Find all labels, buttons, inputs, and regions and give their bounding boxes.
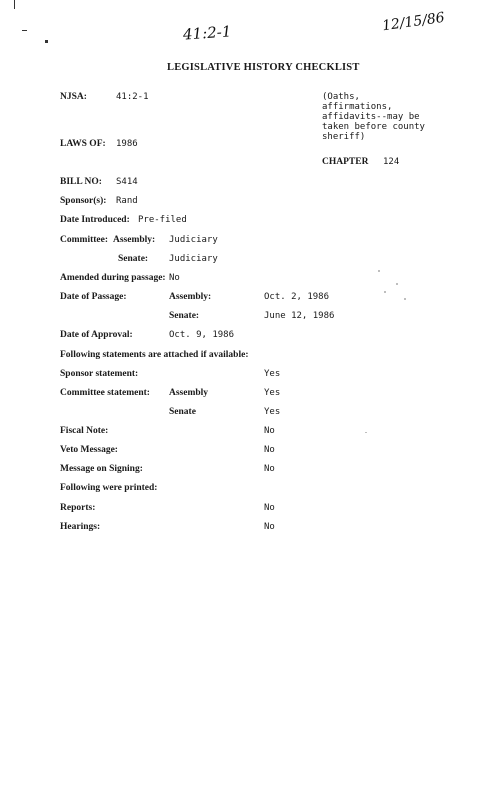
handwritten-citation: 41:2-1 [182, 22, 232, 44]
committee-senate-label: Senate: [118, 254, 149, 264]
veto-message-value: No [264, 445, 275, 455]
amended-value: No [169, 273, 180, 283]
chapter-label: CHAPTER [322, 157, 369, 167]
date-of-passage-label: Date of Passage: [60, 292, 127, 302]
scan-speck [384, 291, 386, 293]
committee-statement-assembly-label: Assembly [169, 388, 209, 398]
bill-no-value: S414 [116, 177, 138, 187]
message-on-signing-value: No [264, 464, 275, 474]
passage-senate-value: June 12, 1986 [264, 311, 335, 321]
statements-heading: Following statements are attached if available: [60, 350, 249, 360]
veto-message-label: Veto Message: [60, 445, 118, 455]
committee-statement-label: Committee statement: [60, 388, 150, 398]
handwritten-date: 12/15/86 [381, 9, 446, 35]
date-of-approval-value: Oct. 9, 1986 [169, 330, 235, 340]
scan-speck [365, 432, 367, 433]
scan-mark-dot [45, 40, 48, 43]
passage-assembly-label: Assembly: [169, 292, 212, 302]
passage-assembly-value: Oct. 2, 1986 [264, 292, 330, 302]
committee-assembly-value: Judiciary [169, 235, 218, 245]
committee-statement-senate-value: Yes [264, 407, 281, 417]
laws-of-value: 1986 [116, 139, 138, 149]
reports-value: No [264, 503, 275, 513]
bill-no-label: BILL NO: [60, 177, 102, 187]
fiscal-note-label: Fiscal Note: [60, 426, 109, 436]
sponsors-value: Rand [116, 196, 138, 206]
fiscal-note-value: No [264, 426, 275, 436]
committee-assembly-label: Assembly: [113, 235, 156, 245]
committee-label: Committee: [60, 235, 109, 245]
committee-statement-assembly-value: Yes [264, 388, 281, 398]
message-on-signing-label: Message on Signing: [60, 464, 143, 474]
committee-senate-value: Judiciary [169, 254, 218, 264]
page-title: LEGISLATIVE HISTORY CHECKLIST [167, 62, 360, 73]
hearings-label: Hearings: [60, 522, 101, 532]
amended-label: Amended during passage: [60, 273, 166, 283]
sponsor-statement-value: Yes [264, 369, 281, 379]
laws-of-label: LAWS OF: [60, 139, 106, 149]
subject-note: (Oaths, affirmations, affidavits--may be taken before county sheriff) [322, 92, 425, 142]
hearings-value: No [264, 522, 275, 532]
scan-speck [396, 283, 398, 285]
scan-mark-tick [22, 30, 27, 31]
scan-speck [378, 270, 380, 272]
njsa-value: 41:2-1 [116, 92, 149, 102]
scan-mark-left-edge [14, 0, 15, 9]
scan-speck [404, 298, 406, 300]
committee-statement-senate-label: Senate [169, 407, 196, 417]
passage-senate-label: Senate: [169, 311, 200, 321]
sponsors-label: Sponsor(s): [60, 196, 107, 206]
date-introduced-label: Date Introduced: [60, 215, 130, 225]
date-of-approval-label: Date of Approval: [60, 330, 133, 340]
chapter-value: 124 [383, 157, 400, 167]
date-introduced-value: Pre-filed [138, 215, 187, 225]
reports-label: Reports: [60, 503, 96, 513]
njsa-label: NJSA: [60, 92, 87, 102]
sponsor-statement-label: Sponsor statement: [60, 369, 139, 379]
printed-heading: Following were printed: [60, 483, 158, 493]
